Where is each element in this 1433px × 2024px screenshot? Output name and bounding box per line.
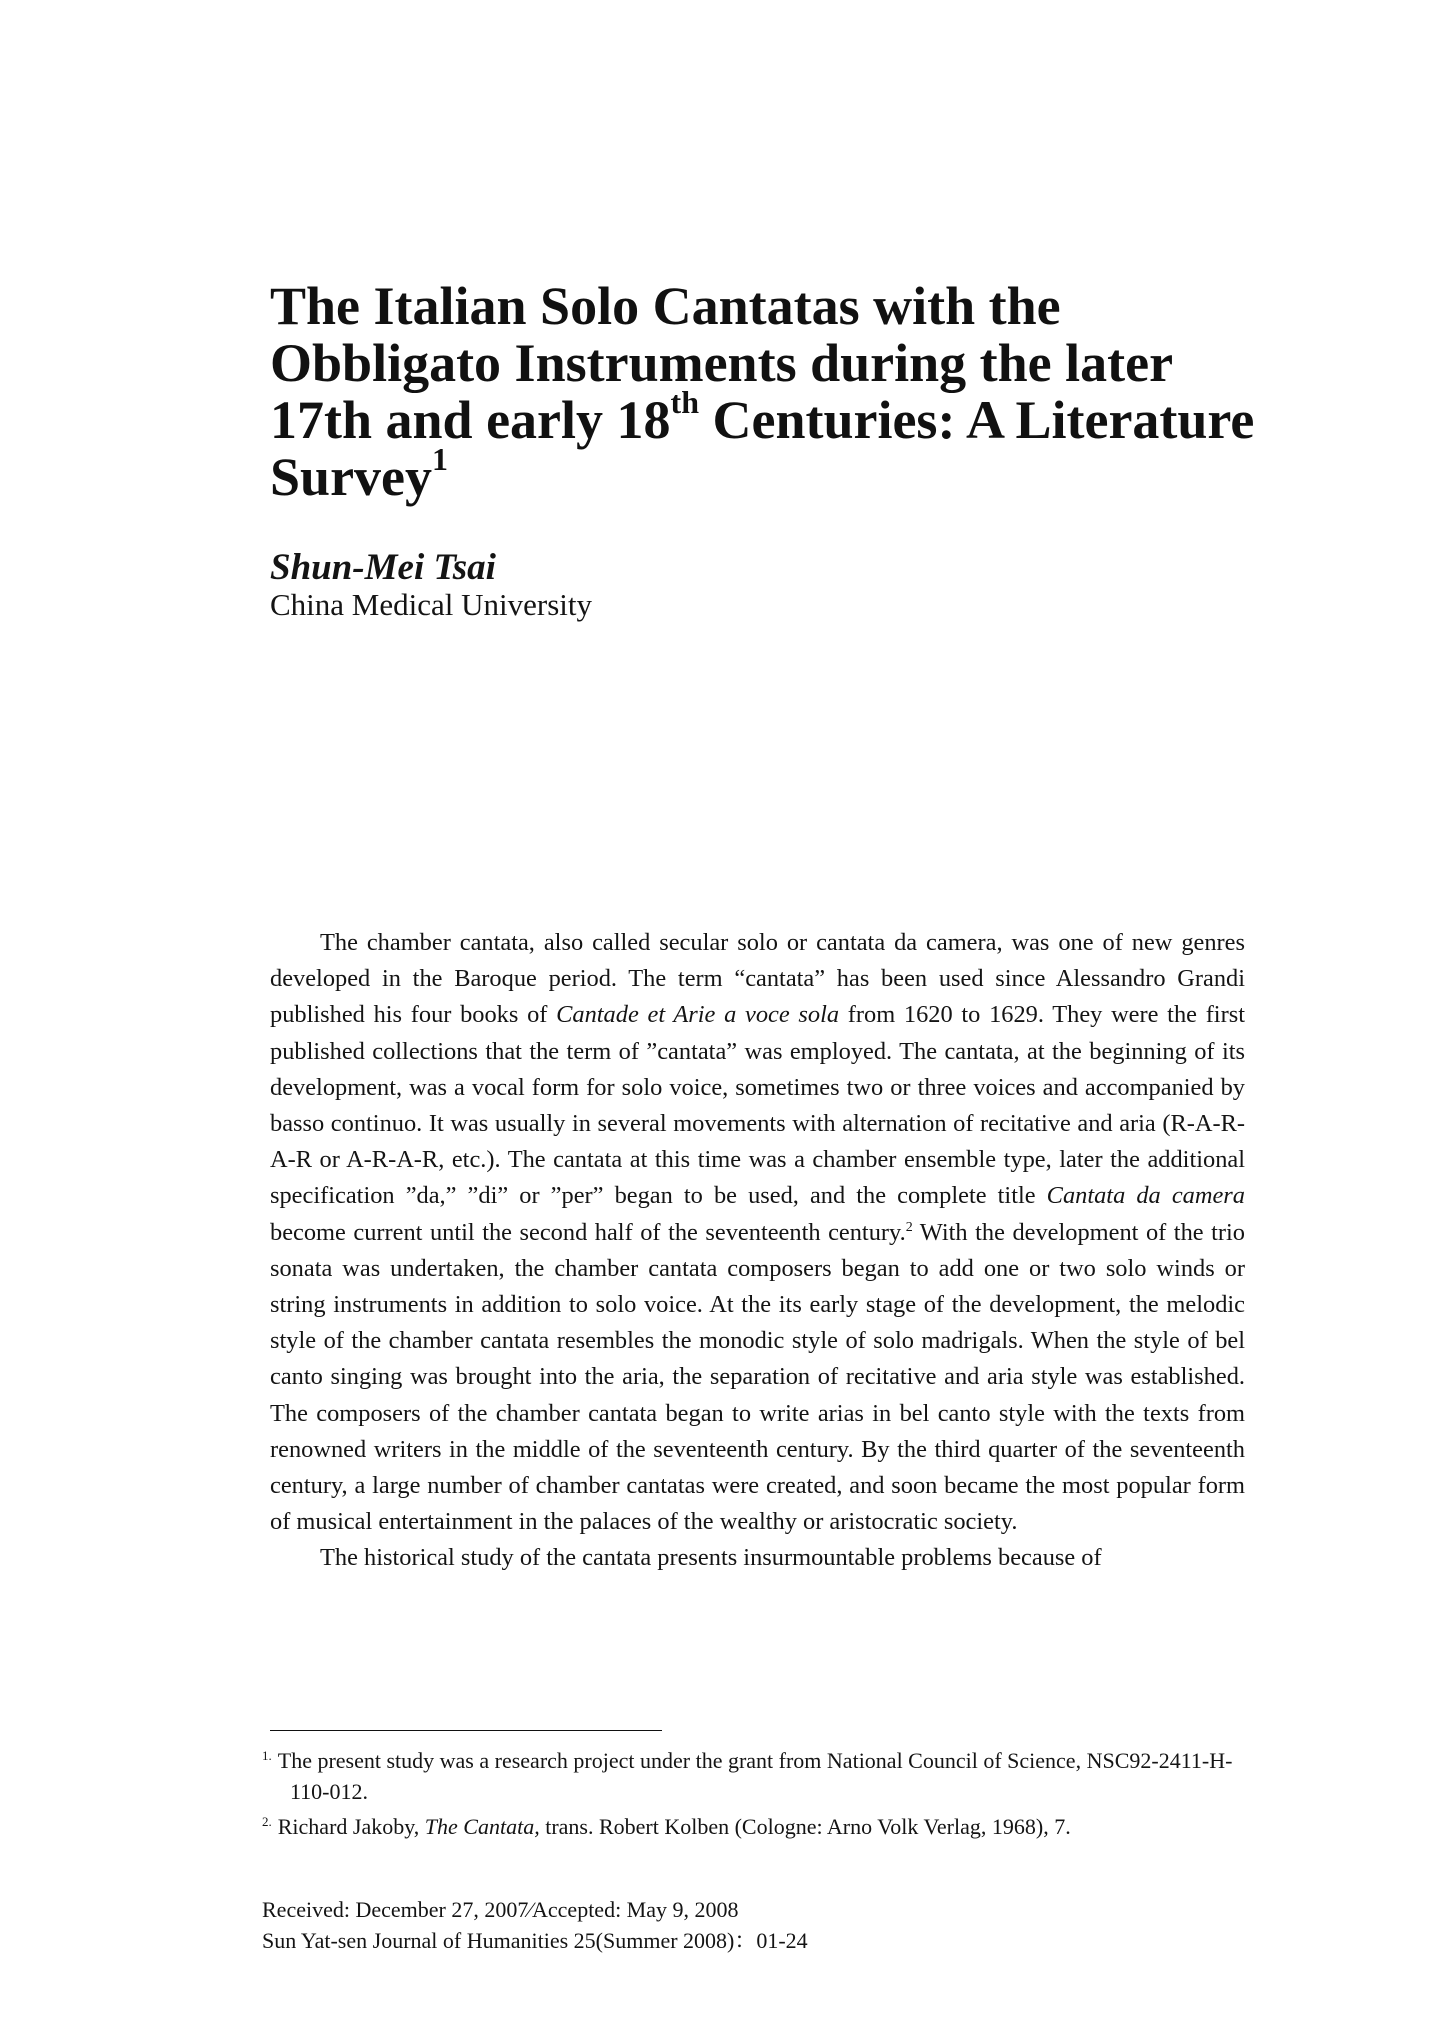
paragraph-1: [270, 925, 1245, 1540]
footnote-2-mark: 2.: [262, 1813, 272, 1829]
title-footnote-mark: 1: [432, 441, 448, 477]
footnote-1-mark: 1.: [262, 1747, 272, 1763]
p1-text-b: from 1620 to 1629. They were the first published collections that the term of ”cantata” was employed. The cantata, at the beginning of its development, was a vocal form for solo voice, sometimes two or three voices and accompanied by basso continuo. It was usually in several movements with alternation of recitative and aria (R-A-R-A-R or A-R-A-R, etc.). The cantata at this time was a chamber ensemble type, later the additional specification ”da,” ”di” or ”per” began to be used, and the complete title: [270, 1001, 1245, 1210]
p1-text-d: With the development of the trio sonata was undertaken, the chamber cantata composers began to add one or two solo winds or string instruments in addition to solo voice. At the its early stage of the development, the melodic style of the chamber cantata resembles the monodic style of solo madrigals. When the style of bel canto singing was brought into the aria, the separation of recitative and aria style was established. The composers of the chamber cantata began to write arias in bel canto style with the texts from renowned writers in the middle of the seventeenth century. By the third quarter of the seventeenth century, a large number of chamber cantatas were created, and soon became the most popular form of musical entertainment in the palaces of the wealthy or aristocratic society.: [270, 1218, 1245, 1536]
p1-italic-title-2: Cantata da camera: [1046, 1182, 1245, 1210]
footnote-2: [262, 1811, 1252, 1842]
footnotes: [262, 1745, 1252, 1846]
title-text-main: The Italian Solo Cantatas with the Obbligato Instruments during the later 17th and early 18: [270, 276, 1173, 450]
footnote-2-text-post: trans. Robert Kolben (Cologne: Arno Volk Verlag, 1968), 7.: [539, 1814, 1071, 1839]
paper-title: [270, 278, 1280, 506]
p1-footnote-mark: 2: [905, 1219, 913, 1235]
received-accepted-dates: Received: December 27, 2007∕Accepted: May 9, 2008: [262, 1897, 739, 1922]
title-superscript: th: [670, 384, 699, 420]
footnote-2-italic-title: The Cantata,: [424, 1814, 540, 1839]
p1-text-c: become current until the second half of the seventeenth century.: [270, 1218, 906, 1246]
journal-citation: Sun Yat-sen Journal of Humanities 25(Summer 2008)：01-24: [262, 1928, 808, 1953]
footnote-2-text-pre: Richard Jakoby,: [277, 1814, 425, 1839]
body-text: [270, 925, 1245, 1577]
footnote-1: [262, 1745, 1252, 1807]
paragraph-2: The historical study of the cantata presents insurmountable problems because of: [320, 1544, 1102, 1572]
author-name: Shun-Mei Tsai: [270, 547, 496, 588]
p1-text-a: The chamber cantata, also called secular solo or cantata da camera, was one of new genres developed in the Baroque period. The term “cantata” has been used since Alessandro Grandi published his four books of: [270, 929, 1245, 1029]
publication-info: [262, 1894, 1252, 1956]
author-affiliation: China Medical University: [270, 587, 592, 622]
footnote-rule: [270, 1730, 662, 1731]
title-text-end: Centuries: A Literature Survey: [270, 390, 1255, 507]
p1-italic-title-1: Cantade et Arie a voce sola: [556, 1001, 840, 1029]
footnote-1-text: The present study was a research project under the grant from National Council of Science, NSC92-2411-H-110-012.: [277, 1748, 1233, 1804]
